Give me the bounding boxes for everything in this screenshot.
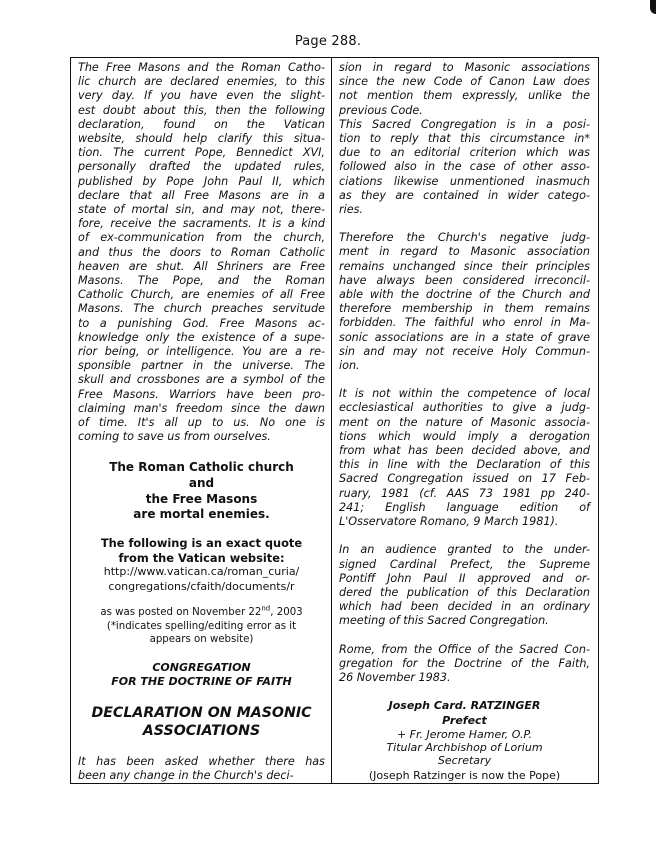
posted-date-year: , 2003	[270, 607, 303, 619]
quote-intro-line: The following is an exact quote	[100, 535, 303, 550]
text-line: It is not within the competence of local	[339, 387, 590, 401]
scan-corner-mark	[650, 0, 656, 14]
source-url-line: http://www.vatican.ca/roman_curia/	[103, 565, 300, 579]
text-line: of ex-communication from the church,	[78, 231, 325, 245]
congregation-line: CONGREGATION	[152, 660, 251, 674]
signature-block	[339, 699, 590, 784]
secretary-line: + Fr. Jerome Hamer, O.P.	[396, 728, 533, 742]
text-line: as they are contained in wider catego-	[339, 188, 590, 202]
text-line: ion.	[339, 359, 360, 373]
text-line: followed also in the case of other asso-	[339, 160, 590, 174]
text-line: since the new Code of Canon Law does	[339, 75, 590, 89]
text-line: of time. It's all up to us. No one is	[78, 416, 325, 430]
text-line: declare that all Free Masons are in a	[78, 188, 325, 202]
text-line: The Free Masons and the Roman Catho-	[78, 61, 325, 74]
text-line: This Sacred Congregation is in a posi-	[339, 117, 590, 131]
paragraph-editorial-criterion	[339, 118, 590, 217]
text-line: sonic associations are in a state of grave	[339, 330, 590, 344]
headline-line: and	[188, 476, 215, 491]
text-line: ment in regard to Masonic association	[339, 245, 590, 259]
editing-note-line: appears on website)	[149, 634, 254, 646]
quote-intro-block	[78, 536, 325, 595]
text-line: which had been decided in an ordinary	[339, 600, 590, 614]
text-line: website, should help clarify this situa-	[78, 132, 325, 146]
paragraph-dateline	[339, 643, 590, 686]
posted-date-ordinal: nd	[261, 605, 271, 614]
editing-note-line: (*indicates spelling/editing error as it	[106, 620, 297, 632]
text-line: therefore membership in them remains	[339, 302, 590, 316]
congregation-heading	[78, 661, 325, 690]
text-line: sion in regard to Masonic associations	[339, 61, 590, 74]
posted-date-prefix: as was posted on November 22	[100, 607, 262, 619]
text-line: lic church are declared enemies, to this	[78, 75, 325, 89]
text-line: claiming man's freedom since the dawn	[78, 401, 325, 415]
text-line: tion to reply that this circumstance in*	[339, 132, 590, 146]
text-line: Masons. The Pope, and the Roman	[78, 274, 325, 288]
text-line: signed Cardinal Prefect, the Supreme	[339, 557, 590, 571]
text-line: to a punishing God. Free Masons ac-	[78, 316, 325, 330]
text-line: this in line with the Declaration of this	[339, 458, 590, 472]
text-line: coming to save us from ourselves.	[78, 430, 271, 444]
declaration-title-line: DECLARATION ON MASONIC	[91, 704, 312, 721]
intro-paragraph	[78, 61, 325, 444]
text-line: personally drafted the updated rules,	[78, 160, 325, 174]
text-line: Masons. The church preaches servitude	[78, 302, 325, 316]
text-line: Catholic Church, are enemies of all Free	[78, 288, 325, 302]
text-line: very day. If you have even the slight-	[78, 89, 325, 103]
text-line: sin and may not receive Holy Commun-	[339, 344, 590, 358]
source-url-line: congregations/cfaith/documents/r	[108, 579, 295, 593]
text-line: rior being, or intelligence. You are a re-	[78, 345, 325, 359]
text-line: published by Pope John Paul II, which	[78, 174, 325, 188]
text-line: from what has been decided above, and	[339, 444, 590, 458]
text-line: dered the publication of this Declaration	[339, 585, 590, 599]
text-line: ment on the nature of Masonic associa-	[339, 415, 590, 429]
two-column-frame	[70, 57, 599, 784]
text-line: Therefore the Church's negative judg-	[339, 231, 590, 245]
text-line: state of mortal sin, and may not, there-	[78, 203, 325, 217]
text-line: skull and crossbones are a symbol of the	[78, 373, 325, 387]
text-line: due to an editorial criterion which was	[339, 146, 590, 160]
right-column	[332, 58, 598, 783]
text-line: ruary, 1981 (cf. AAS 73 1981 pp 240-	[339, 486, 590, 500]
text-line: knowledge only the existence of a supe-	[78, 330, 325, 344]
text-line: gregation for the Doctrine of the Faith,	[339, 656, 590, 670]
text-line: ecclesiastical authorities to give a judg-	[339, 401, 590, 415]
text-line: and thus the doors to Roman Catholic	[78, 245, 325, 259]
paragraph-papal-approval	[339, 543, 590, 628]
headline-block	[78, 460, 325, 522]
text-line: tion. The current Pope, Bennedict XVI,	[78, 146, 325, 160]
declaration-title-line: ASSOCIATIONS	[142, 723, 261, 740]
page-number: Page 288.	[294, 34, 362, 49]
paragraph-local-authorities	[339, 387, 590, 529]
body-line: been any change in the Church's deci-	[78, 768, 294, 782]
secretary-line: Secretary	[437, 754, 492, 768]
text-line: ciations likewise unmentioned inasmuch	[339, 174, 590, 188]
text-line: forbidden. The faithful who enrol in Ma-	[339, 316, 590, 330]
text-line: Rome, from the Office of the Sacred Con-	[339, 642, 590, 656]
text-line: 241; English language edition of	[339, 500, 590, 514]
body-line: It has been asked whether there has	[78, 754, 325, 768]
quote-intro-line: from the Vatican website:	[118, 550, 285, 565]
text-line: Pontiff John Paul II approved and or-	[339, 571, 590, 585]
secretary-line: Titular Archbishop of Lorium	[386, 741, 543, 755]
text-line: est doubt about this, then the following	[78, 103, 325, 117]
text-line: meeting of this Sacred Congregation.	[339, 614, 549, 628]
text-line: have always been considered irreconcil-	[339, 273, 590, 287]
text-line: not mention them expressly, unlike the	[339, 89, 590, 103]
text-line: ries.	[339, 203, 363, 217]
declaration-title	[78, 704, 325, 741]
paragraph-canon-law	[339, 61, 590, 118]
signatory-name: Joseph Card. RATZINGER	[388, 699, 541, 713]
text-line: In an audience granted to the under-	[339, 543, 590, 557]
text-line: 26 November 1983.	[339, 670, 451, 684]
text-line: L'Osservatore Romano, 9 March 1981).	[339, 515, 559, 529]
text-line: Sacred Congregation issued on 17 Feb-	[339, 472, 590, 486]
text-line: fore, receive the sacraments. It is a kind	[78, 217, 325, 231]
left-column	[71, 58, 332, 783]
posted-date	[78, 606, 325, 619]
paragraph-negative-judgment	[339, 231, 590, 373]
signatory-title: Prefect	[442, 713, 487, 727]
congregation-line: FOR THE DOCTRINE OF FAITH	[111, 675, 292, 689]
text-line: able with the doctrine of the Church and	[339, 288, 590, 302]
text-line: Free Masons. Warriors have been pro-	[78, 387, 325, 401]
headline-line: are mortal enemies.	[133, 507, 270, 522]
text-line: previous Code.	[339, 103, 423, 117]
text-line: remains unchanged since their principles	[339, 259, 590, 273]
text-line: heaven are shut. All Shriners are Free	[78, 259, 325, 273]
text-line: tions which would imply a derogation	[339, 429, 590, 443]
headline-line: the Free Masons	[145, 491, 258, 506]
text-line: sponsible partner in the universe. The	[78, 359, 325, 373]
headline-line: The Roman Catholic church	[109, 460, 294, 475]
posted-note-block	[78, 606, 325, 646]
text-line: declaration, found on the Vatican	[78, 117, 325, 131]
declaration-body-start	[78, 755, 325, 783]
editor-footnote: (Joseph Ratzinger is now the Pope)	[368, 769, 561, 783]
